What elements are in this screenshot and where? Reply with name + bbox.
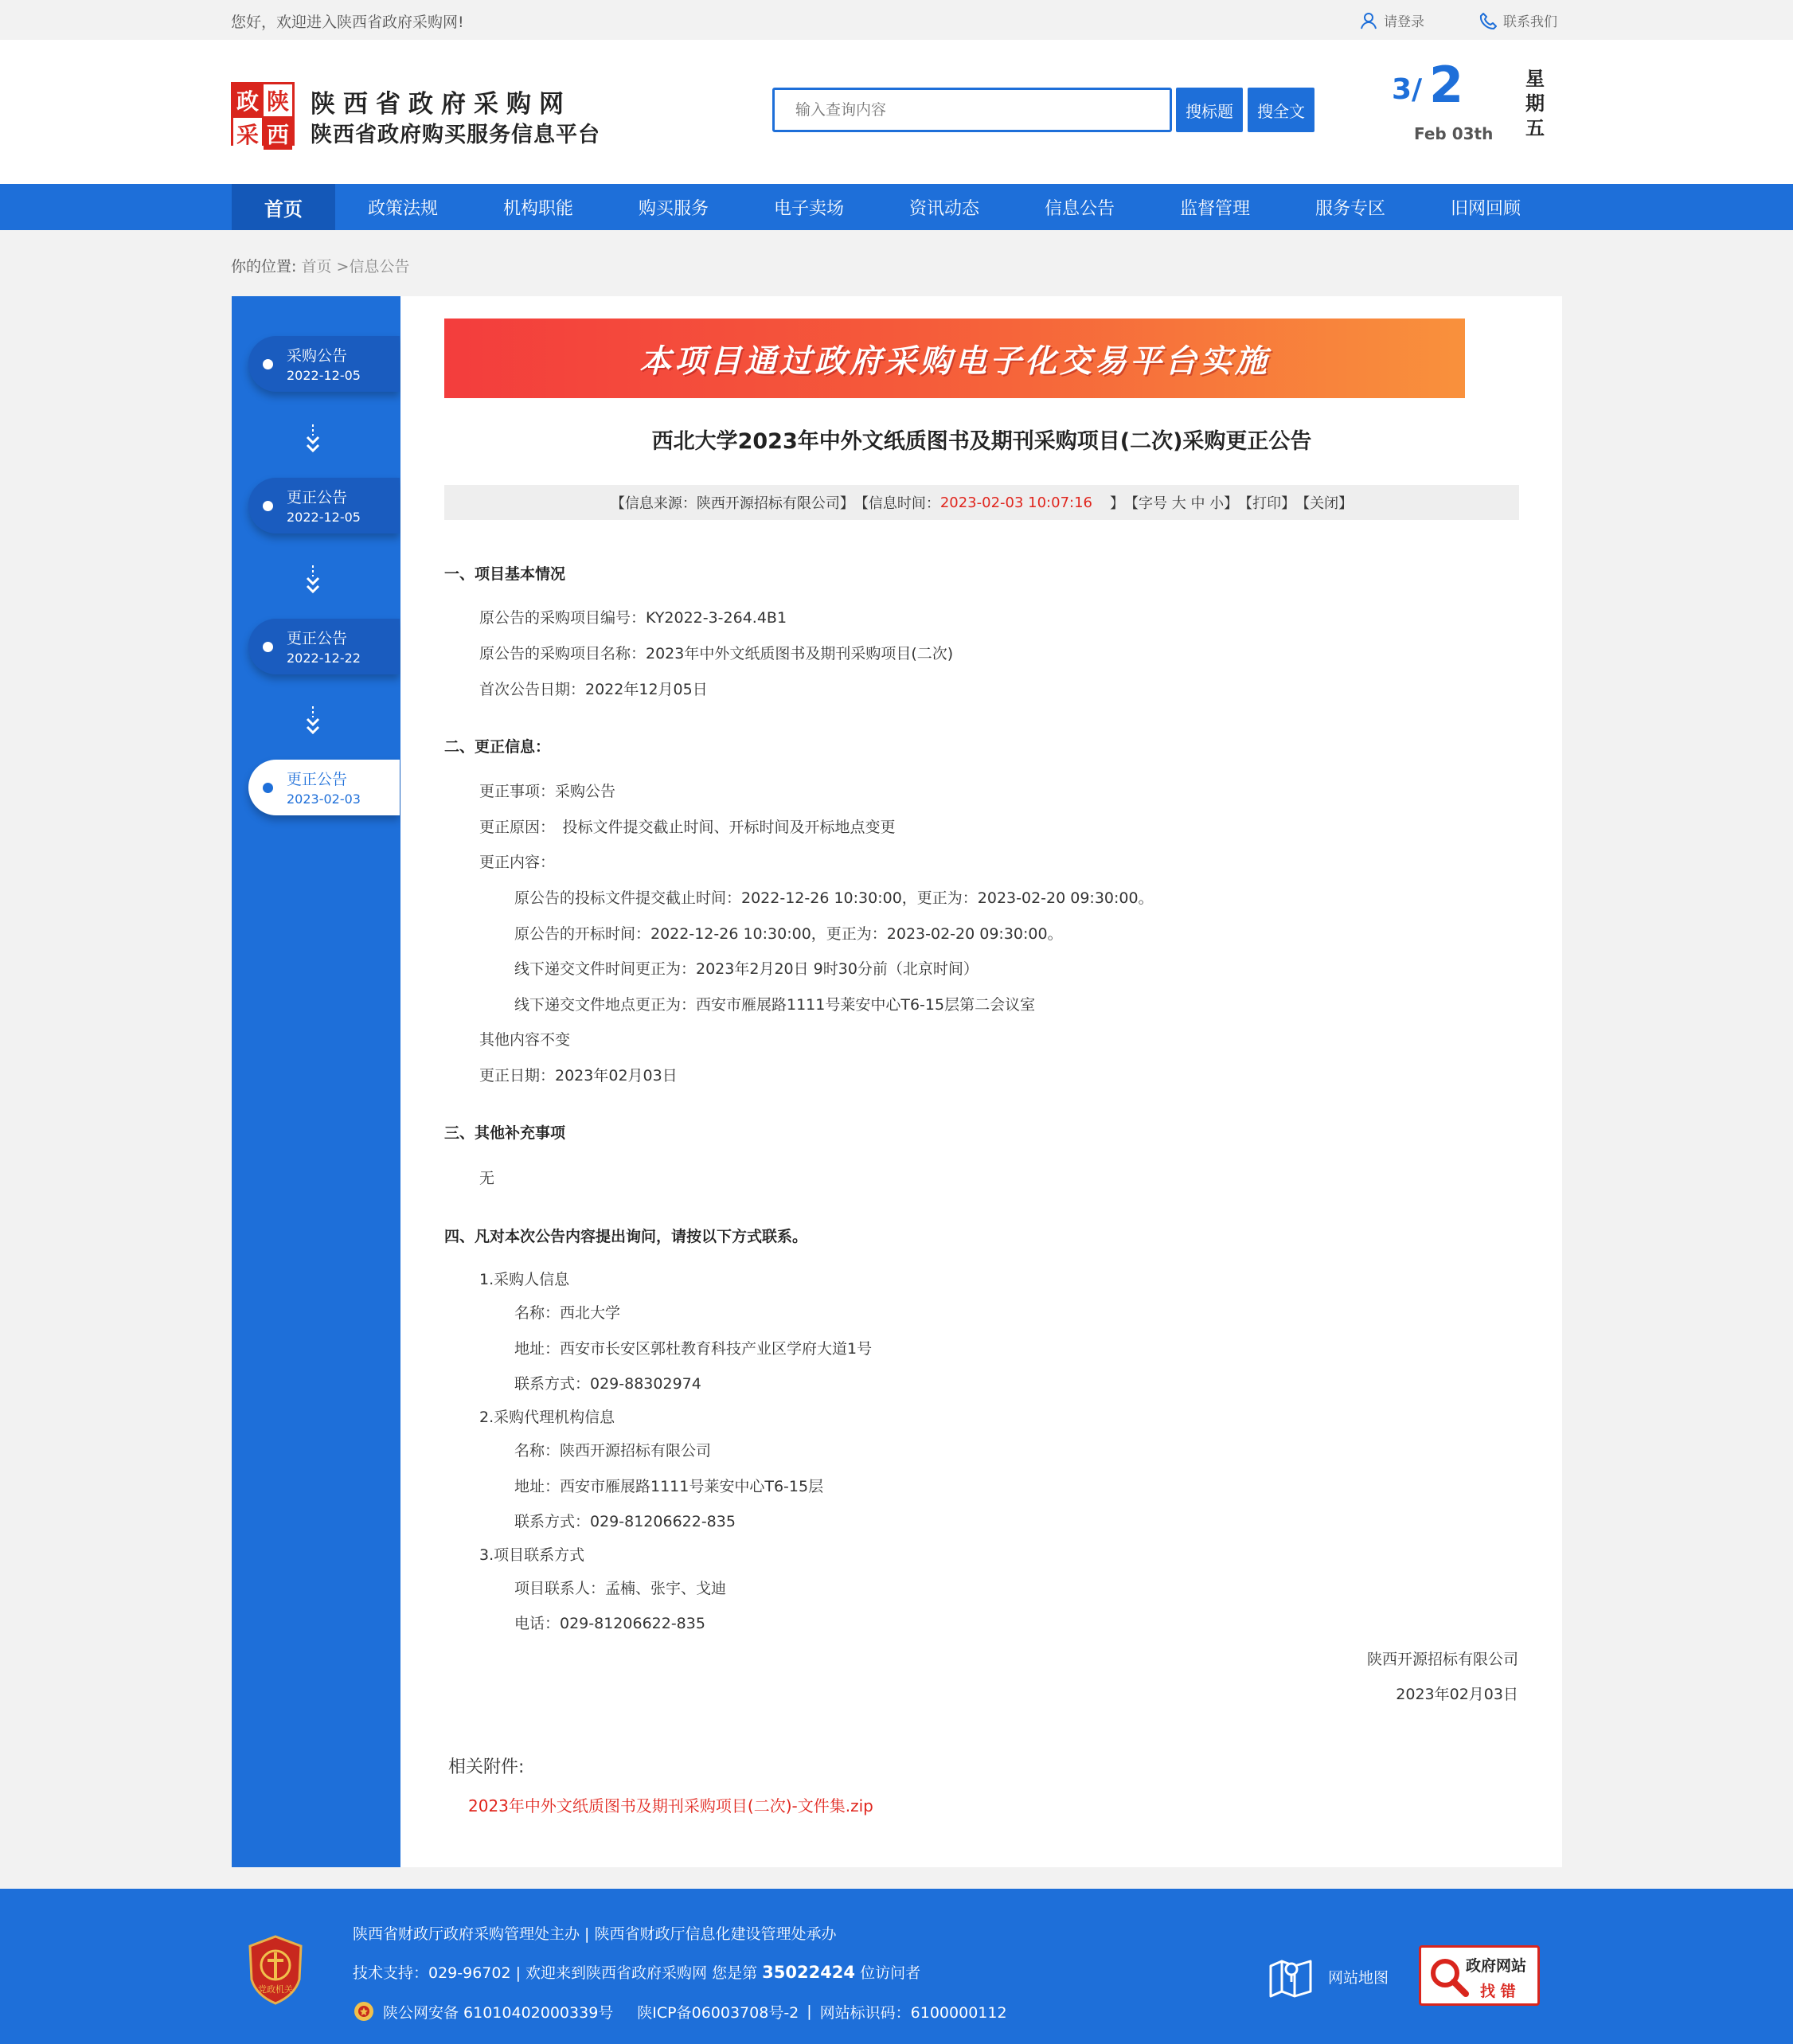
- section-heading: 一、项目基本情况: [444, 565, 566, 583]
- logo-char: 陕: [264, 84, 292, 116]
- breadcrumb-label: 你的位置:: [231, 258, 297, 276]
- timeline-item[interactable]: [248, 478, 400, 533]
- text-line: 更正内容：: [479, 854, 556, 871]
- police-emblem-icon: [353, 2000, 375, 2023]
- footer-organizer: 陕西省财政厅政府采购管理处主办 | 陕西省财政厅信息化建设管理处承办: [353, 1925, 837, 1943]
- timeline-label: 更正公告: [287, 630, 348, 647]
- text-line: 地址：西安市长安区郭杜教育科技产业区学府大道1号: [514, 1340, 873, 1358]
- login-link[interactable]: [1360, 10, 1424, 30]
- site-code: 网站标识码：6100000112: [819, 2003, 1007, 2022]
- timeline-date: 2022-12-22: [287, 651, 361, 666]
- main-nav: [0, 184, 1793, 230]
- search-fulltext-button[interactable]: 搜全文: [1248, 88, 1314, 132]
- badge-text: 党政机关: [258, 1984, 293, 1995]
- font-size-control[interactable]: 【字号 大 中 小】: [1124, 495, 1239, 512]
- weekday-char: 星: [1525, 68, 1545, 90]
- footer-records: [353, 2000, 1007, 2023]
- text-line: 更正原因： 投标文件提交截止时间、开标时间及开标地点变更: [479, 819, 896, 836]
- text-line: 1.采购人信息: [479, 1271, 570, 1288]
- page-title: 西北大学2023年中外文纸质图书及期刊采购项目(二次)采购更正公告: [651, 429, 1312, 454]
- breadcrumb-current[interactable]: >信息公告: [336, 258, 410, 276]
- breadcrumb-home[interactable]: 首页: [301, 258, 332, 276]
- site-logo[interactable]: [231, 82, 295, 146]
- footer-separator: |: [807, 2003, 812, 2020]
- nav-service-zone[interactable]: 服务专区: [1314, 198, 1385, 219]
- date-day: 2: [1429, 56, 1464, 114]
- close-link[interactable]: 【关闭】: [1295, 495, 1354, 512]
- platform-banner: [444, 319, 1465, 398]
- login-label[interactable]: 请登录: [1384, 14, 1424, 30]
- footer-support: [353, 1961, 920, 1983]
- sitemap-label[interactable]: 网站地图: [1328, 1968, 1389, 1987]
- timeline-date: 2022-12-05: [287, 368, 361, 383]
- find-error-button[interactable]: [1419, 1945, 1540, 2006]
- nav-emall[interactable]: 电子卖场: [773, 198, 844, 219]
- sitemap-link[interactable]: [1268, 1955, 1389, 1998]
- text-line: 首次公告日期：2022年12月05日: [479, 681, 708, 698]
- timeline-date: 2023-02-03: [287, 791, 361, 807]
- contact-label[interactable]: 联系我们: [1503, 14, 1557, 30]
- text-line: 名称：西北大学: [514, 1304, 621, 1322]
- arrow-down-icon: [305, 424, 321, 456]
- phone-icon: [1479, 12, 1497, 29]
- breadcrumb: [231, 255, 409, 276]
- section-heading: 二、更正信息：: [444, 738, 551, 756]
- text-line: 其他内容不变: [479, 1031, 571, 1049]
- text-line: 名称：陕西开源招标有限公司: [514, 1442, 712, 1460]
- user-icon: [1360, 12, 1377, 29]
- section-heading: 四、凡对本次公告内容提出询问，请按以下方式联系。: [444, 1228, 808, 1245]
- arrow-down-icon: [305, 565, 321, 597]
- map-icon: [1268, 1955, 1314, 1998]
- weekday-char: 五: [1525, 117, 1545, 139]
- attachment-link[interactable]: 2023年中外文纸质图书及期刊采购项目(二次)-文件集.zip: [468, 1796, 873, 1815]
- timeline-dot: [263, 359, 273, 369]
- text-line: 原公告的采购项目编号：KY2022-3-264.4B1: [479, 609, 787, 627]
- text-line: 原公告的采购项目名称：2023年中外文纸质图书及期刊采购项目(二次): [479, 645, 954, 662]
- arrow-down-icon: [305, 706, 321, 738]
- top-bar: [0, 0, 1793, 40]
- print-link[interactable]: 【打印】: [1238, 495, 1296, 512]
- date-month: 3/: [1392, 73, 1423, 106]
- nav-news[interactable]: 资讯动态: [908, 198, 979, 219]
- text-line: 线下递交文件地点更正为：西安市雁展路1111号莱安中心T6-15层第二会议室: [514, 996, 1036, 1014]
- signature-date: 2023年02月03日: [1396, 1686, 1518, 1703]
- site-title: 陕西省政府采购网: [311, 90, 572, 119]
- text-line: 联系方式：029-88302974: [514, 1375, 701, 1393]
- text-line: 地址：西安市雁展路1111号莱安中心T6-15层: [514, 1478, 824, 1495]
- visit-counter: 35022424: [762, 1963, 856, 1982]
- site-subtitle: 陕西省政府购买服务信息平台: [311, 123, 600, 147]
- magnifier-icon: [1428, 1956, 1471, 1999]
- text-line: 原公告的开标时间：2022-12-26 10:30:00，更正为：2023-02-20 09:30:00。: [514, 925, 1063, 943]
- nav-home[interactable]: 首页: [232, 184, 335, 230]
- date-english: Feb 03th: [1414, 124, 1494, 143]
- weekday-char: 期: [1525, 92, 1545, 115]
- info-time-label: 【信息时间：: [854, 495, 940, 512]
- attachment-label: 相关附件:: [448, 1757, 525, 1777]
- timeline-item-active[interactable]: [248, 760, 400, 815]
- info-time: 2023-02-03 10:07:16: [939, 494, 1092, 511]
- text-line: 电话：029-81206622-835: [514, 1615, 705, 1632]
- timeline-dot: [263, 642, 273, 652]
- timeline-item[interactable]: [248, 336, 400, 392]
- banner-text: 本项目通过政府采购电子化交易平台实施: [639, 342, 1270, 380]
- text-line: 更正事项：采购公告: [479, 783, 616, 800]
- timeline-item[interactable]: [248, 619, 400, 674]
- logo-char: 采: [233, 118, 262, 150]
- contact-link[interactable]: [1479, 10, 1557, 30]
- nav-purchase-service[interactable]: 购买服务: [638, 198, 709, 219]
- icp-record-link[interactable]: 陕ICP备06003708号-2: [637, 2003, 799, 2022]
- timeline-dot: [263, 501, 273, 511]
- section-heading: 三、其他补充事项: [444, 1124, 566, 1142]
- nav-policy[interactable]: 政策法规: [367, 198, 438, 219]
- text-line: 原公告的投标文件提交截止时间：2022-12-26 10:30:00，更正为：2023-02-20 09:30:00。: [514, 889, 1154, 907]
- nav-supervision[interactable]: 监督管理: [1179, 198, 1250, 219]
- info-source: 【信息来源：陕西开源招标有限公司】: [610, 495, 854, 512]
- info-time-end: 】: [1110, 495, 1124, 512]
- logo-char: 政: [233, 84, 262, 116]
- nav-old-site[interactable]: 旧网回顾: [1450, 198, 1521, 219]
- party-government-badge-icon[interactable]: [247, 1935, 304, 2005]
- find-error-label-2: 找 错: [1480, 1983, 1516, 2000]
- info-bar: [444, 485, 1519, 520]
- search-input[interactable]: [772, 88, 1172, 132]
- timeline-dot: [263, 783, 273, 793]
- text-line: 无: [479, 1170, 495, 1187]
- weekday: [1523, 67, 1547, 141]
- find-error-label-1: 政府网站: [1466, 1957, 1527, 1975]
- text-line: 项目联系人：孟楠、张宇、戈迪: [514, 1580, 727, 1597]
- text-line: 2.采购代理机构信息: [479, 1409, 615, 1426]
- welcome-text: 您好，欢迎进入陕西省政府采购网!: [231, 14, 464, 31]
- signature-company: 陕西开源招标有限公司: [1366, 1651, 1518, 1668]
- nav-announcements[interactable]: 信息公告: [1044, 198, 1115, 219]
- footer-support-text: 技术支持：029-96702 | 欢迎来到陕西省政府采购网 您是第: [353, 1964, 758, 1982]
- logo-char: 西: [264, 118, 292, 150]
- search-title-button[interactable]: 搜标题: [1176, 88, 1243, 132]
- timeline-label: 更正公告: [287, 489, 348, 506]
- text-line: 3.项目联系方式: [479, 1546, 585, 1564]
- police-record-link[interactable]: 陕公网安备 61010402000339号: [383, 2003, 614, 2022]
- timeline-label: 采购公告: [287, 347, 348, 365]
- footer-support-suffix: 位访问者: [860, 1964, 921, 1982]
- timeline-date: 2022-12-05: [287, 510, 361, 525]
- text-line: 更正日期：2023年02月03日: [479, 1067, 678, 1085]
- timeline-label: 更正公告: [287, 771, 348, 788]
- text-line: 线下递交文件时间更正为：2023年2月20日 9时30分前（北京时间）: [514, 960, 979, 978]
- text-line: 联系方式：029-81206622-835: [514, 1513, 736, 1530]
- header: [0, 40, 1793, 184]
- nav-institution[interactable]: 机构职能: [502, 198, 573, 219]
